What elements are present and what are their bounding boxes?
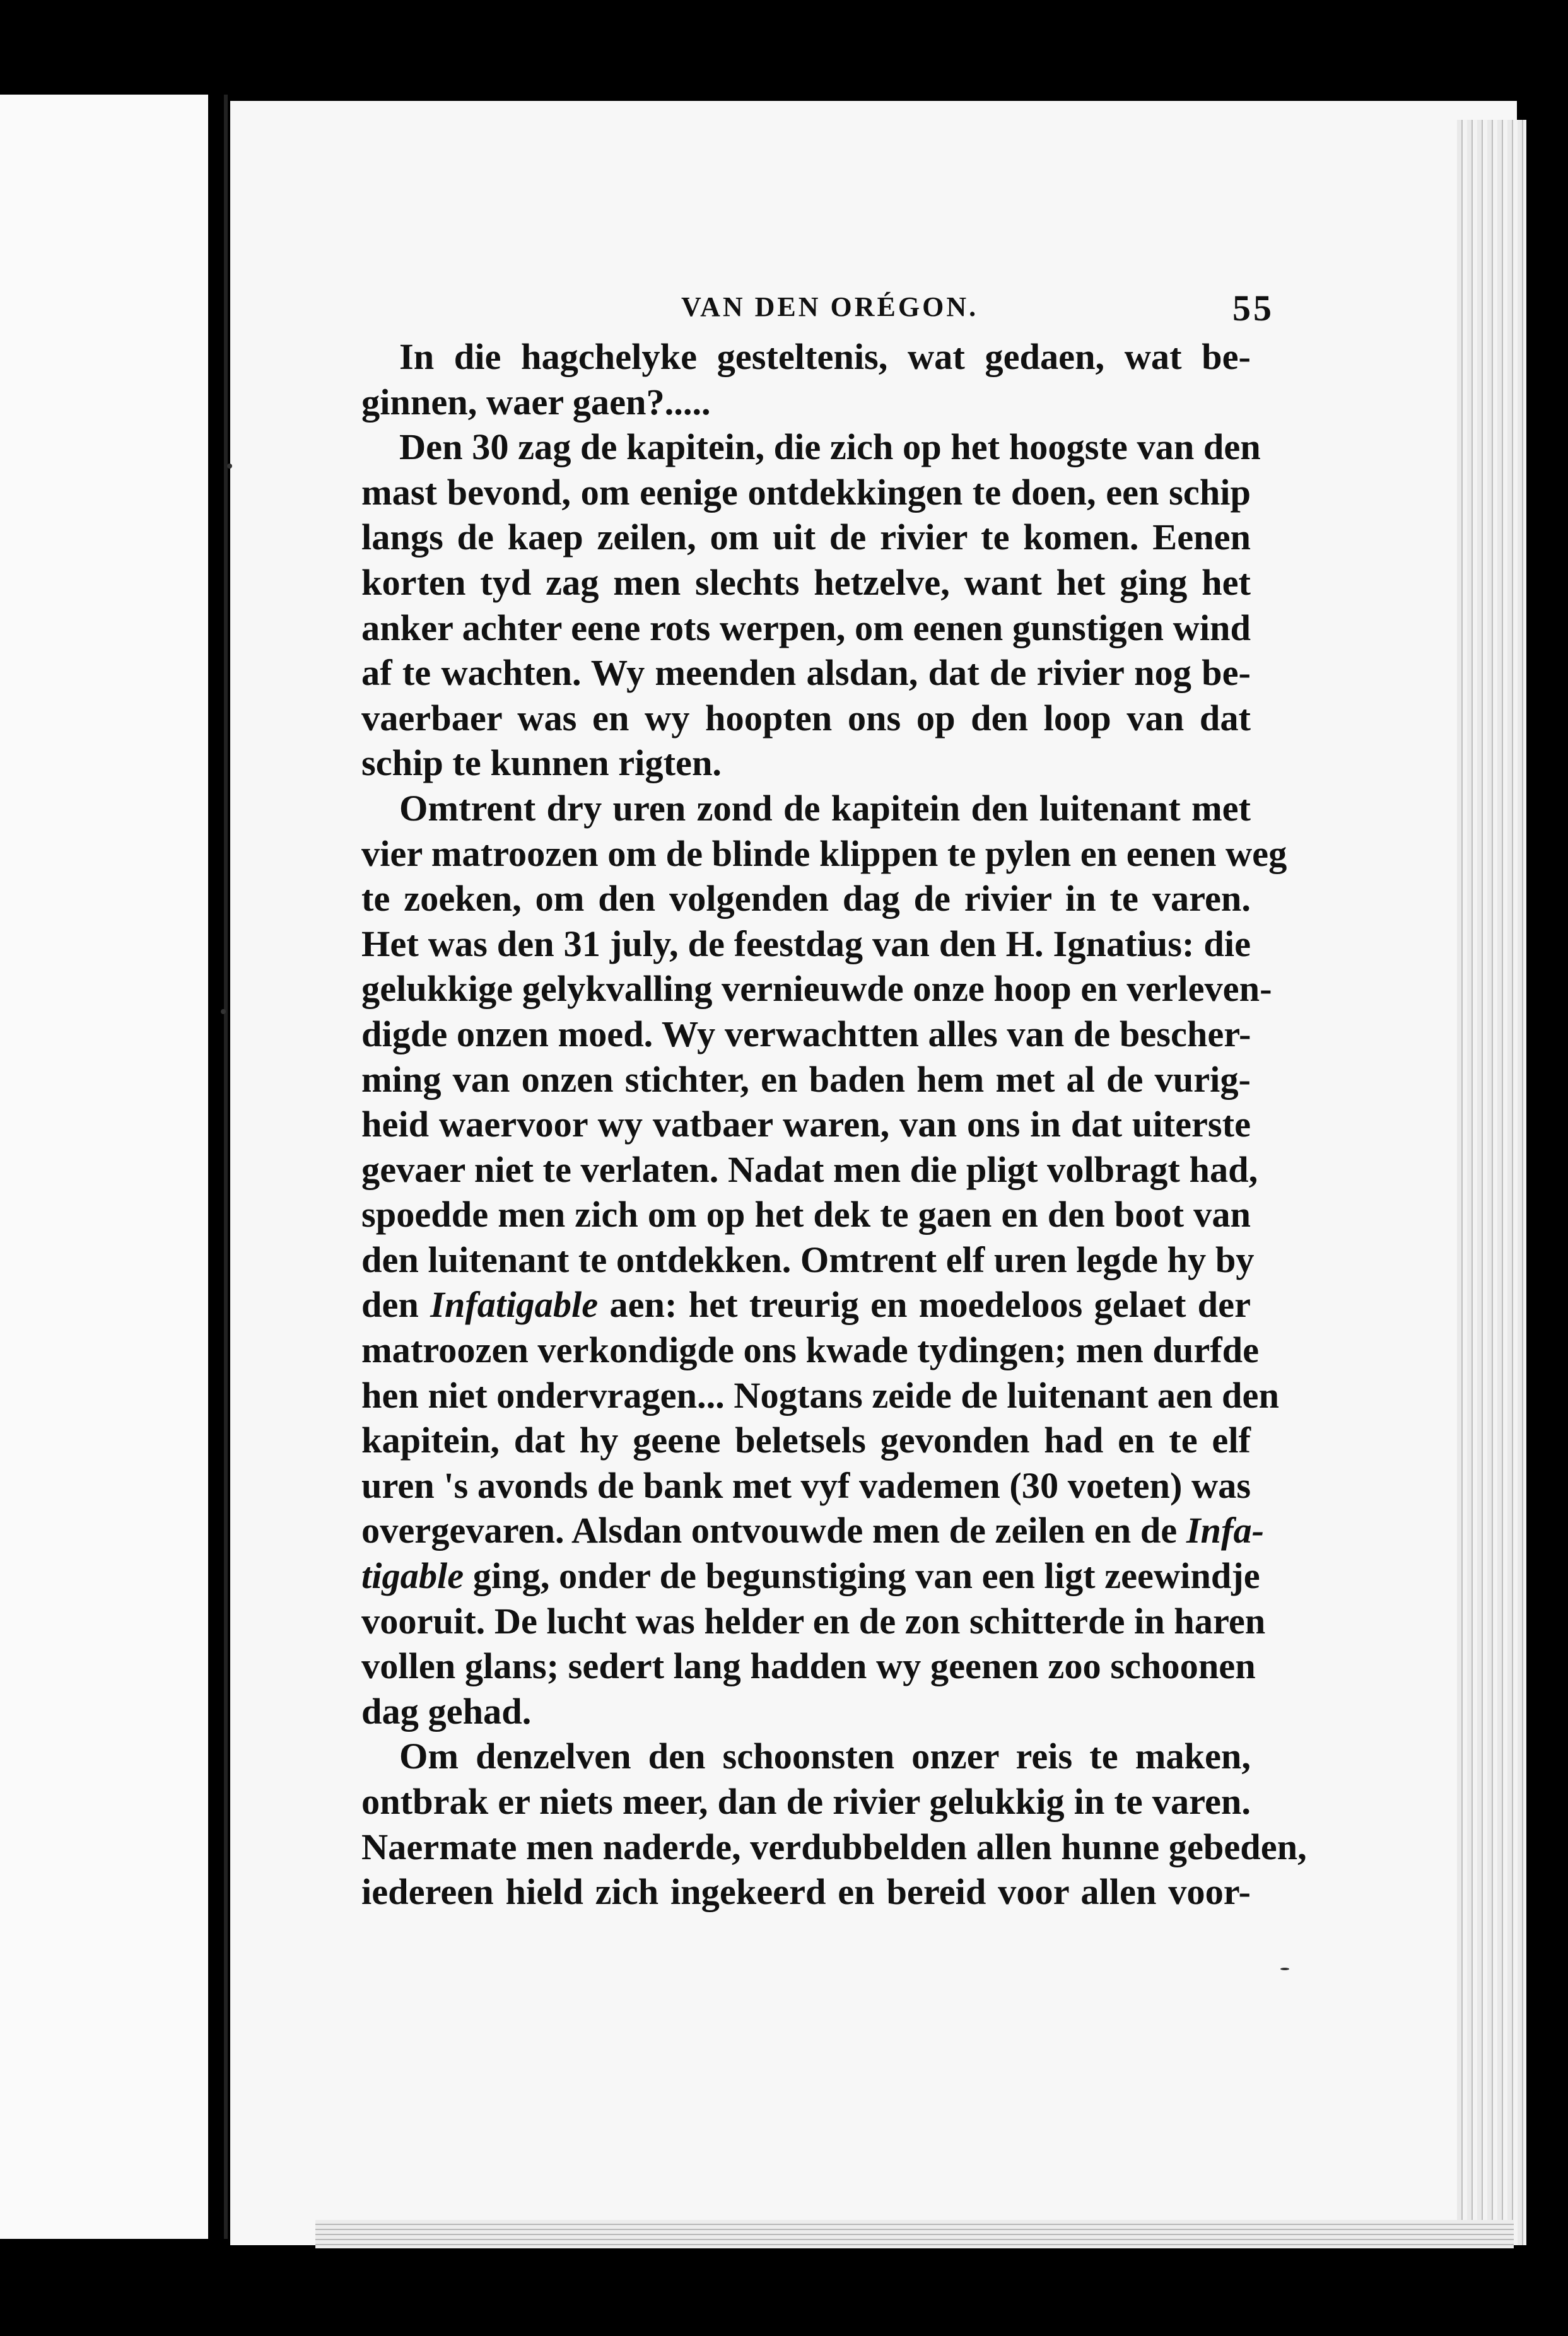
page-edges [1457,120,1526,2245]
text-segment: overgevaren. Alsdan ontvouwde men de zeilen en de [361,1510,1186,1551]
text-segment: aen: het treurig en moedeloos gelaet der [598,1284,1251,1326]
text-line: spoedde men zich om op het dek te gaen en den boot van [361,1194,1251,1235]
text-line: den luitenant te ontdekken. Omtrent elf uren legde hy by [361,1239,1255,1280]
text-line: Om denzelven den schoonsten onzer reis te maken, [399,1736,1251,1777]
speck [221,1009,226,1014]
running-header [681,287,1274,331]
text-line: mast bevond, om eenige ontdekkingen te doen, een schip [361,471,1251,513]
text-line [361,1508,1265,1553]
text-line: hen niet ondervragen... Nogtans zeide de luitenant aen den [361,1374,1279,1416]
speck [227,464,232,469]
book-gutter [224,95,228,2239]
header-title: VAN DEN ORÉGON. [681,291,979,322]
text-line: uren 's avonds de bank met vyf vademen (30 voeten) was [361,1464,1251,1506]
text-line: te zoeken, om den volgenden dag de rivier in te varen. [361,878,1251,920]
text-line: matroozen verkondigde ons kwade tydingen; men durfde [361,1329,1260,1371]
text-segment: den [361,1284,431,1326]
text-line: In die hagchelyke gesteltenis, wat gedaen, wat be- [399,336,1251,377]
text-line: ming van onzen stichter, en baden hem met al de vurig- [361,1058,1251,1100]
text-line: schip te kunnen rigten. [361,742,722,784]
text-line: ontbrak er niets meer, dan de rivier gelukkig in te varen. [361,1781,1251,1822]
text-line: vaerbaer was en wy hoopten ons op den loop van dat [361,697,1251,739]
text-line: vier matroozen om de blinde klippen te pylen en eenen weg [361,832,1287,874]
speck [1280,1968,1289,1970]
text-line: langs de kaep zeilen, om uit de rivier te komen. Eenen [361,517,1251,558]
text-line: vooruit. De lucht was helder en de zon schitterde in haren [361,1600,1266,1642]
text-line [361,1282,1251,1328]
text-line: kapitein, dat hy geene beletsels gevonden had en te elf [361,1420,1251,1461]
text-line: Den 30 zag de kapitein, die zich op het hoogste van den [399,426,1261,468]
ship-name-italic: Infa- [1186,1510,1265,1551]
text-line: Naermate men naderde, verdubbelden allen hunne gebeden, [361,1826,1307,1867]
text-line: korten tyd zag men slechts hetzelve, want het ging het [361,561,1251,603]
text-line [361,1553,1260,1599]
text-line: ginnen, waer gaen?..... [361,381,711,423]
ship-name-italic: Infatigable [430,1284,599,1326]
body-text [361,334,1307,1915]
text-line: dag gehad. [361,1690,532,1732]
text-line: gevaer niet te verlaten. Nadat men die pligt volbragt had, [361,1148,1258,1190]
bottom-page-edges [315,2220,1514,2248]
text-line: Omtrent dry uren zond de kapitein den luitenant met [399,787,1251,829]
text-line: iedereen hield zich ingekeerd en bereid voor allen voor- [361,1871,1251,1913]
page-number: 55 [1232,288,1274,329]
text-line: gelukkige gelykvalling vernieuwde onze hoop en verleven- [361,968,1272,1010]
text-line: Het was den 31 july, de feestdag van den H. Ignatius: die [361,923,1251,964]
ship-name-italic: tigable [361,1555,464,1597]
text-line: anker achter eene rots werpen, om eenen gunstigen wind [361,607,1251,648]
text-segment: ging, onder de begunstiging van een ligt zeewindje [464,1555,1260,1597]
text-line: digde onzen moed. Wy verwachtten alles van de bescher- [361,1013,1251,1054]
text-line: af te wachten. Wy meenden alsdan, dat de rivier nog be- [361,652,1251,694]
text-line: heid waervoor wy vatbaer waren, van ons in dat uiterste [361,1104,1251,1145]
text-line: vollen glans; sedert lang hadden wy geenen zoo schoonen [361,1645,1256,1687]
left-page [0,95,208,2239]
